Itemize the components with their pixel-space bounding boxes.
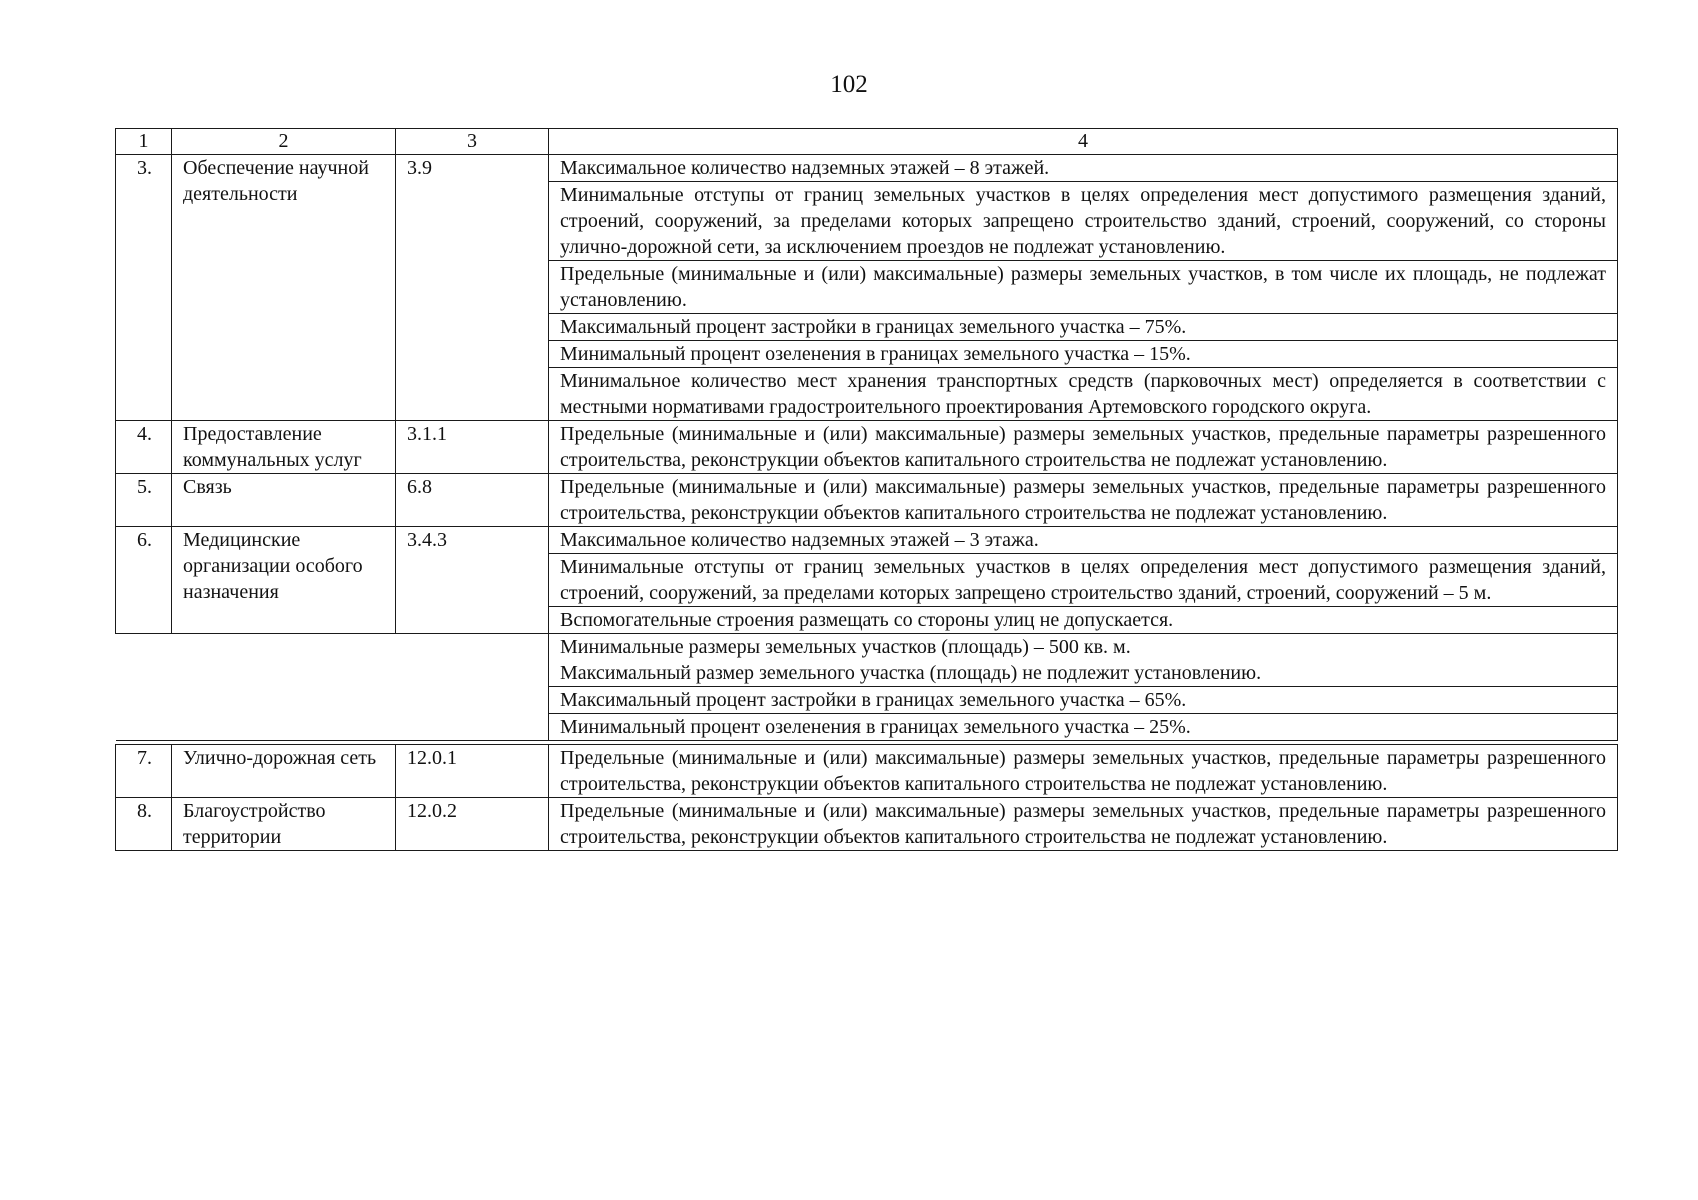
- parameter-cell: Минимальные отступы от границ земельных участков в целях определения мест допустимого размещения зданий, строений, сооружений, за пределами которых запрещено строительство зданий, строений, сооружений – 5 м.: [549, 554, 1618, 607]
- table-row: [116, 745, 1618, 798]
- parameter-cell: Предельные (минимальные и (или) максимальные) размеры земельных участков, предельные параметры разрешенного строительства, реконструкции объектов капитального строительства не подлежат установлению.: [549, 421, 1618, 474]
- table-row: [116, 155, 1618, 182]
- parameter-cell: Минимальный процент озеленения в границах земельного участка – 15%.: [549, 341, 1618, 368]
- row-number: 8.: [116, 798, 172, 851]
- column-header: 2: [172, 129, 396, 155]
- parameter-cell: Максимальный процент застройки в границах земельного участка – 65%.: [549, 687, 1618, 714]
- table-row: [116, 798, 1618, 851]
- parameter-cell: Вспомогательные строения размещать со стороны улиц не допускается.: [549, 607, 1618, 634]
- parameter-cell: [549, 634, 1618, 687]
- page-number: 102: [830, 71, 868, 98]
- land-use-name: Связь: [172, 474, 396, 527]
- regulations-table: [115, 128, 1618, 851]
- parameter-cell: Минимальный процент озеленения в границах земельного участка – 25%.: [549, 714, 1618, 741]
- column-header: 3: [396, 129, 549, 155]
- parameter-cell: Минимальное количество мест хранения транспортных средств (парковочных мест) определяется в соответствии с местными нормативами градостроительного проектирования Артемовского городского округа.: [549, 368, 1618, 421]
- parameter-cell: Максимальное количество надземных этажей – 3 этажа.: [549, 527, 1618, 554]
- parameter-line: Максимальный размер земельного участка (площадь) не подлежит установлению.: [560, 662, 1262, 684]
- table-row: [116, 634, 1618, 687]
- parameter-cell: Предельные (минимальные и (или) максимальные) размеры земельных участков, предельные параметры разрешенного строительства, реконструкции объектов капитального строительства не подлежат установлению.: [549, 798, 1618, 851]
- land-use-code: 3.9: [396, 155, 549, 421]
- parameter-cell: Предельные (минимальные и (или) максимальные) размеры земельных участков, в том числе их площадь, не подлежат установлению.: [549, 261, 1618, 314]
- land-use-code: 3.1.1: [396, 421, 549, 474]
- table-row: [116, 474, 1618, 527]
- land-use-name: Предоставление коммунальных услуг: [172, 421, 396, 474]
- row-number: 6.: [116, 527, 172, 634]
- row-number: 4.: [116, 421, 172, 474]
- parameter-cell: Максимальный процент застройки в границах земельного участка – 75%.: [549, 314, 1618, 341]
- table-header-row: [116, 129, 1618, 155]
- table-row: [116, 421, 1618, 474]
- land-use-code: 6.8: [396, 474, 549, 527]
- land-use-name: Медицинские организации особого назначения: [172, 527, 396, 634]
- land-use-code: 12.0.1: [396, 745, 549, 798]
- parameter-cell: Предельные (минимальные и (или) максимальные) размеры земельных участков, предельные параметры разрешенного строительства, реконструкции объектов капитального строительства не подлежат установлению.: [549, 474, 1618, 527]
- land-use-name: Обеспечение научной деятельности: [172, 155, 396, 421]
- column-header: 4: [549, 129, 1618, 155]
- row-number: 5.: [116, 474, 172, 527]
- row-number: 3.: [116, 155, 172, 421]
- parameter-line: Минимальные размеры земельных участков (площадь) – 500 кв. м.: [560, 636, 1131, 658]
- land-use-code: 3.4.3: [396, 527, 549, 634]
- column-header: 1: [116, 129, 172, 155]
- parameter-cell: Максимальное количество надземных этажей – 8 этажей.: [549, 155, 1618, 182]
- parameter-cell: Предельные (минимальные и (или) максимальные) размеры земельных участков, предельные параметры разрешенного строительства, реконструкции объектов капитального строительства не подлежат установлению.: [549, 745, 1618, 798]
- land-use-name: Благоустройство территории: [172, 798, 396, 851]
- table-row: [116, 527, 1618, 554]
- land-use-code: 12.0.2: [396, 798, 549, 851]
- land-use-name: Улично-дорожная сеть: [172, 745, 396, 798]
- row-number: 7.: [116, 745, 172, 798]
- parameter-cell: Минимальные отступы от границ земельных участков в целях определения мест допустимого размещения зданий, строений, сооружений, за пределами которых запрещено строительство зданий, строений, сооружений, со стороны улично-дорожной сети, за исключением проездов не подлежат установлению.: [549, 182, 1618, 261]
- empty-cell: [116, 634, 549, 741]
